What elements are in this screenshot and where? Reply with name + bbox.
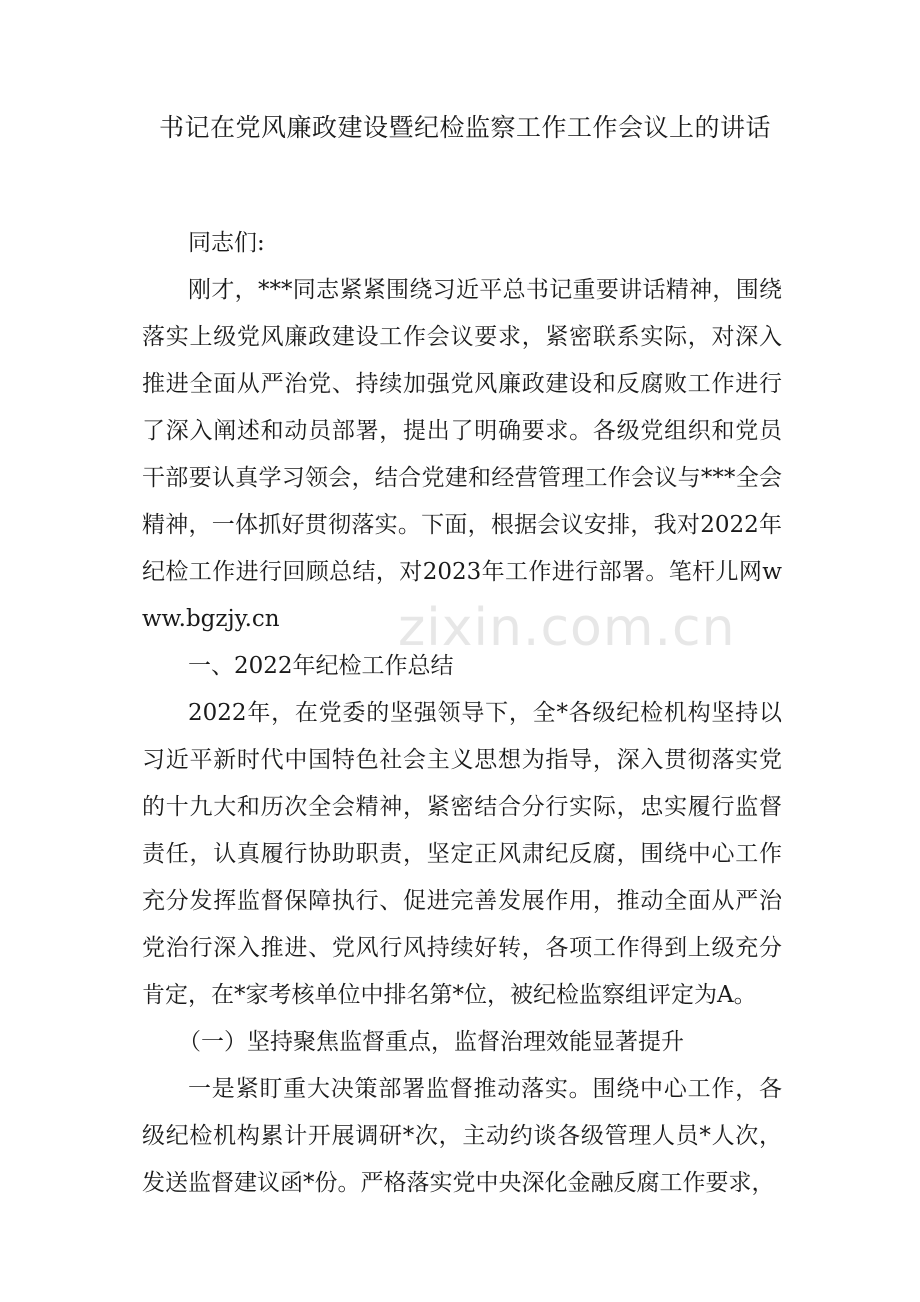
watermark: zixin.com.cn bbox=[398, 598, 736, 658]
subsection-heading: （一）坚持聚焦监督重点，监督治理效能显著提升 bbox=[178, 1029, 684, 1055]
salutation: 同志们: bbox=[188, 230, 265, 256]
summary-paragraph: 2022年，在党委的坚强领导下，全*各级纪检机构坚持以习近平新时代中国特色社会主义思想为指导，深入贯彻落实党的十九大和历次全会精神，紧密结合分行实际，忠实履行监督责任，认真履行协助职责，坚定正风肃纪反腐，围绕中心工作充分发挥监督保障执行、促进完善发展作用，推动全面从严治党治行深入推进、党风行风持续好转，各项工作得到上级充分肯定，在*家考核单位中排名第*位，被纪检监察组评定为A。 bbox=[142, 700, 782, 1008]
detail-paragraph: 一是紧盯重大决策部署监督推动落实。围绕中心工作，各级纪检机构累计开展调研*次，主动约谈各级管理人员*人次，发送监督建议函*份。严格落实党中央深化金融反腐工作要求， bbox=[142, 1076, 782, 1196]
intro-paragraph: 刚才，***同志紧紧围绕习近平总书记重要讲话精神，围绕落实上级党风廉政建设工作会议要求，紧密联系实际，对深入推进全面从严治党、持续加强党风廉政建设和反腐败工作进行了深入阐述和动员部署，提出了明确要求。各级党组织和党员干部要认真学习领会，结合党建和经营管理工作会议与***全会精神，一体抓好贯彻落实。下面，根据会议安排，我对2022年纪检工作进行回顾总结，对2023年工作进行部署。笔杆儿网www.bgzjy.cn bbox=[142, 277, 782, 632]
section-heading: 一、2022年纪检工作总结 bbox=[188, 653, 454, 679]
document-body bbox=[142, 220, 782, 1207]
document-title: 书记在党风廉政建设暨纪检监察工作工作会议上的讲话 bbox=[158, 113, 771, 142]
